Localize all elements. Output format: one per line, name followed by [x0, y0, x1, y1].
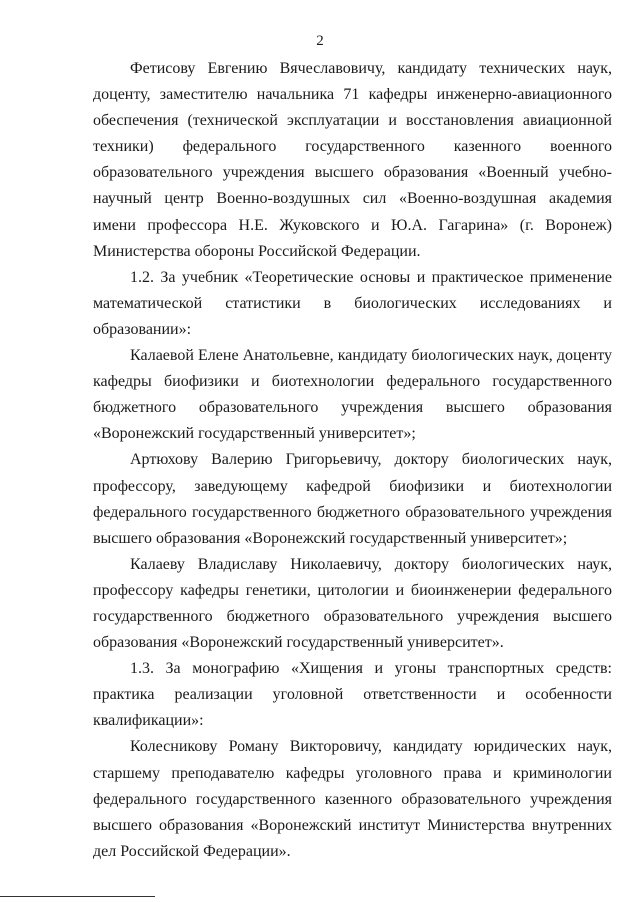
page-number: 2 — [316, 33, 324, 49]
paragraph-kalaeva: Калаевой Елене Анатольевне, кандидату биологических наук, доценту кафедры биофизики и биотехнологии федерального государственного бюджетного образовательного учреждения высшего образования «Воронежский государственный университет»; — [93, 347, 612, 443]
section-1-2-heading: 1.2. За учебник «Теоретические основы и практическое применение математической статистики в биологических исследованиях и образовании»: — [93, 268, 612, 338]
document-body — [93, 56, 612, 865]
paragraph-kolesnikov: Колесникову Роману Викторовичу, кандидату юридических наук, старшему преподавателю кафедры уголовного права и криминологии федерального государственного казенного образовательного учреждения высшего образования «Воронежский институт Министерства внутренних дел Российской Федерации». — [93, 738, 612, 860]
section-1-3-heading: 1.3. За монографию «Хищения и угоны транспортных средств: практика реализации уголовной ответственности и особенности квалификации»: — [93, 660, 612, 730]
paragraph-artyukhov: Артюхову Валерию Григорьевичу, доктору биологических наук, профессору, заведующему кафедрой биофизики и биотехнологии федерального государственного бюджетного образовательного учреждения высшего образования «Воронежский государственный университет»; — [93, 451, 612, 547]
paragraph-kalaev: Калаеву Владиславу Николаевичу, доктору биологических наук, профессору кафедры генетики, цитологии и биоинженерии федерального государственного бюджетного образовательного учреждения высшего образования «Воронежский государственный университет». — [93, 555, 612, 652]
footnote-separator — [0, 896, 155, 897]
paragraph-fetisov: Фетисову Евгению Вячеславовичу, кандидату технических наук, доценту, заместителю начальника 71 кафедры инженерно-авиационного обеспечения (технической эксплуатации и восстановления авиационной техники) федерального государственного казенного военного образовательного учреждения высшего образования «Военный учебно-научный центр Военно-воздушных сил «Военно-воздушная академия имени профессора Н.Е. Жуковского и Ю.А. Гагарина» (г. Воронеж) Министерства обороны Российской Федерации. — [93, 60, 612, 260]
